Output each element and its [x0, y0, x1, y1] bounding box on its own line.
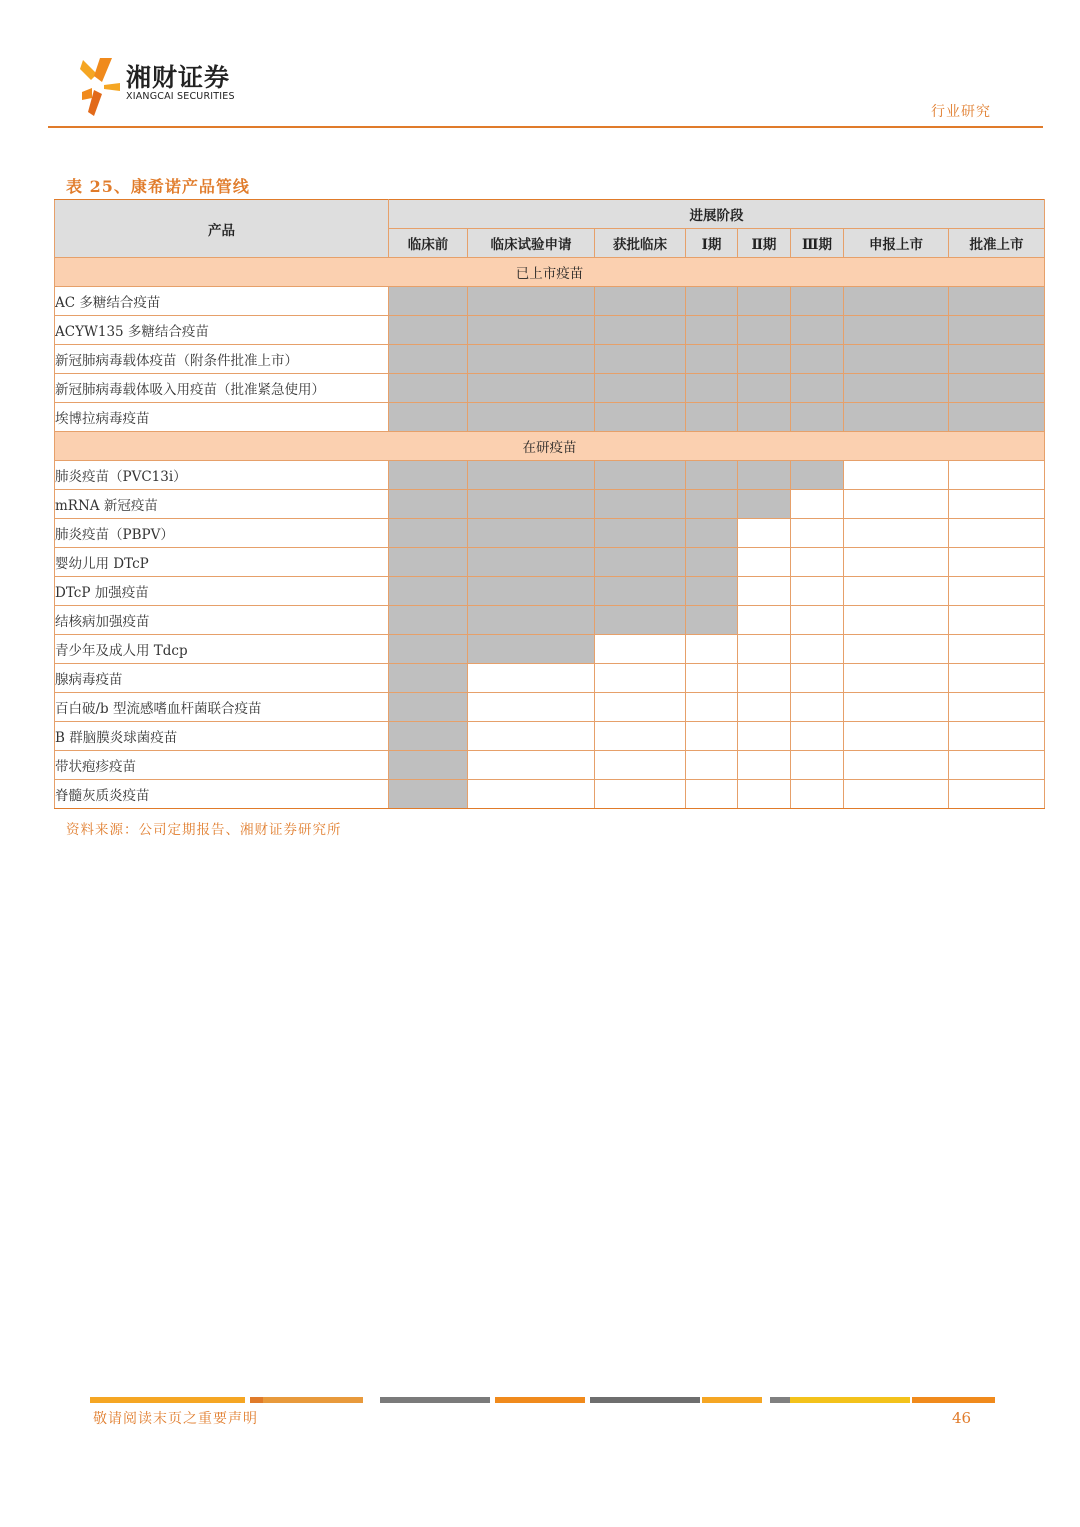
progress-cell-filled: [389, 577, 468, 606]
table-row: [55, 287, 1045, 316]
progress-cell-filled: [791, 287, 844, 316]
progress-cell-empty: [791, 635, 844, 664]
progress-cell-filled: [389, 722, 468, 751]
progress-cell-filled: [686, 345, 738, 374]
progress-cell-filled: [686, 316, 738, 345]
report-category: 行业研究: [931, 104, 991, 120]
product-name: 百白破/b 型流感嗜血杆菌联合疫苗: [55, 693, 389, 722]
progress-cell-filled: [595, 374, 686, 403]
product-name: B 群脑膜炎球菌疫苗: [55, 722, 389, 751]
footer-disclaimer: 敬请阅读末页之重要声明: [93, 1411, 258, 1427]
page-number: 46: [952, 1409, 972, 1427]
progress-cell-filled: [738, 374, 791, 403]
product-name: ACYW135 多糖结合疫苗: [55, 316, 389, 345]
product-name: 婴幼儿用 DTcP: [55, 548, 389, 577]
table-row: [55, 577, 1045, 606]
brand-name-cn: 湘财证券: [126, 63, 231, 92]
progress-cell-filled: [686, 374, 738, 403]
progress-cell-empty: [738, 577, 791, 606]
progress-cell-filled: [791, 461, 844, 490]
product-name: 结核病加强疫苗: [55, 606, 389, 635]
section-label: 在研疫苗: [55, 432, 1045, 461]
progress-cell-empty: [844, 635, 949, 664]
progress-cell-empty: [791, 519, 844, 548]
pipeline-table: [54, 199, 1045, 809]
progress-cell-empty: [949, 693, 1045, 722]
progress-cell-filled: [686, 461, 738, 490]
product-name: 腺病毒疫苗: [55, 664, 389, 693]
progress-cell-filled: [791, 345, 844, 374]
table-row: [55, 722, 1045, 751]
progress-cell-filled: [844, 316, 949, 345]
progress-cell-empty: [791, 490, 844, 519]
product-name: 新冠肺病毒载体吸入用疫苗（批准紧急使用）: [55, 374, 389, 403]
progress-cell-empty: [949, 490, 1045, 519]
progress-cell-empty: [791, 780, 844, 809]
progress-cell-filled: [949, 403, 1045, 432]
section-row: [55, 258, 1045, 287]
product-name: 青少年及成人用 Tdcp: [55, 635, 389, 664]
stage-header: Ⅲ期: [791, 229, 844, 258]
progress-cell-filled: [468, 577, 595, 606]
progress-cell-filled: [468, 490, 595, 519]
stage-header: Ⅰ期: [686, 229, 738, 258]
progress-cell-filled: [468, 548, 595, 577]
progress-cell-empty: [595, 664, 686, 693]
progress-cell-empty: [844, 722, 949, 751]
table-row: [55, 635, 1045, 664]
table-row: [55, 403, 1045, 432]
product-name: 肺炎疫苗（PBPV）: [55, 519, 389, 548]
progress-cell-empty: [738, 606, 791, 635]
progress-cell-empty: [738, 635, 791, 664]
progress-cell-filled: [389, 664, 468, 693]
progress-cell-filled: [389, 461, 468, 490]
progress-cell-filled: [468, 374, 595, 403]
progress-cell-empty: [844, 606, 949, 635]
progress-cell-empty: [844, 490, 949, 519]
progress-cell-filled: [738, 461, 791, 490]
progress-cell-empty: [738, 751, 791, 780]
progress-cell-filled: [844, 374, 949, 403]
header-divider: [48, 126, 1043, 128]
progress-cell-filled: [844, 287, 949, 316]
progress-cell-filled: [738, 490, 791, 519]
progress-cell-filled: [949, 374, 1045, 403]
stage-header: 获批临床: [595, 229, 686, 258]
progress-cell-filled: [389, 490, 468, 519]
progress-cell-empty: [686, 751, 738, 780]
progress-cell-filled: [595, 345, 686, 374]
product-name: mRNA 新冠疫苗: [55, 490, 389, 519]
progress-cell-filled: [686, 287, 738, 316]
progress-cell-empty: [738, 548, 791, 577]
table-row: [55, 490, 1045, 519]
progress-cell-empty: [791, 548, 844, 577]
progress-cell-empty: [844, 693, 949, 722]
table-row: [55, 345, 1045, 374]
progress-cell-filled: [738, 403, 791, 432]
table-row: [55, 606, 1045, 635]
table-row: [55, 374, 1045, 403]
progress-cell-empty: [791, 577, 844, 606]
progress-cell-filled: [468, 403, 595, 432]
product-name: 脊髓灰质炎疫苗: [55, 780, 389, 809]
progress-cell-filled: [844, 403, 949, 432]
progress-cell-filled: [389, 316, 468, 345]
progress-cell-empty: [595, 722, 686, 751]
progress-cell-empty: [844, 780, 949, 809]
progress-cell-filled: [844, 345, 949, 374]
brand-name-en: XIANGCAI SECURITIES: [126, 91, 235, 102]
progress-cell-empty: [949, 635, 1045, 664]
footer-stripe: [90, 1397, 995, 1403]
progress-cell-filled: [595, 490, 686, 519]
progress-cell-filled: [389, 635, 468, 664]
progress-cell-empty: [468, 722, 595, 751]
progress-cell-filled: [791, 316, 844, 345]
progress-cell-empty: [949, 780, 1045, 809]
progress-cell-empty: [949, 751, 1045, 780]
progress-cell-empty: [791, 606, 844, 635]
progress-cell-empty: [844, 519, 949, 548]
stage-header: 批准上市: [949, 229, 1045, 258]
progress-cell-empty: [686, 635, 738, 664]
table-row: [55, 664, 1045, 693]
section-label: 已上市疫苗: [55, 258, 1045, 287]
progress-cell-empty: [738, 664, 791, 693]
progress-cell-filled: [738, 287, 791, 316]
brand-logo: [80, 56, 250, 118]
progress-cell-filled: [595, 461, 686, 490]
progress-cell-filled: [949, 316, 1045, 345]
progress-cell-filled: [686, 548, 738, 577]
table-row: [55, 316, 1045, 345]
progress-cell-empty: [738, 722, 791, 751]
progress-cell-empty: [468, 780, 595, 809]
section-row: [55, 432, 1045, 461]
progress-cell-empty: [844, 548, 949, 577]
progress-cell-filled: [389, 403, 468, 432]
progress-cell-filled: [468, 606, 595, 635]
header-product: 产品: [55, 200, 389, 258]
progress-cell-filled: [595, 287, 686, 316]
product-name: 肺炎疫苗（PVC13i）: [55, 461, 389, 490]
progress-cell-filled: [468, 519, 595, 548]
progress-cell-filled: [389, 780, 468, 809]
table-title: 表 25、康希诺产品管线: [66, 177, 250, 196]
progress-cell-filled: [389, 519, 468, 548]
progress-cell-filled: [389, 606, 468, 635]
progress-cell-filled: [595, 548, 686, 577]
progress-cell-filled: [389, 345, 468, 374]
progress-cell-empty: [595, 751, 686, 780]
progress-cell-empty: [595, 780, 686, 809]
progress-cell-filled: [389, 751, 468, 780]
progress-cell-empty: [595, 693, 686, 722]
table-row: [55, 693, 1045, 722]
progress-cell-empty: [686, 693, 738, 722]
progress-cell-empty: [738, 780, 791, 809]
progress-cell-empty: [949, 519, 1045, 548]
table-row: [55, 519, 1045, 548]
product-name: 埃博拉病毒疫苗: [55, 403, 389, 432]
progress-cell-empty: [686, 664, 738, 693]
progress-cell-empty: [949, 606, 1045, 635]
progress-cell-empty: [949, 722, 1045, 751]
progress-cell-filled: [791, 403, 844, 432]
progress-cell-empty: [949, 664, 1045, 693]
progress-cell-filled: [686, 606, 738, 635]
progress-cell-filled: [595, 606, 686, 635]
progress-cell-filled: [389, 693, 468, 722]
progress-cell-empty: [686, 722, 738, 751]
progress-cell-empty: [686, 780, 738, 809]
progress-cell-empty: [844, 664, 949, 693]
stage-header: 临床前: [389, 229, 468, 258]
stage-header: 申报上市: [844, 229, 949, 258]
table-row: [55, 780, 1045, 809]
progress-cell-filled: [468, 635, 595, 664]
progress-cell-filled: [686, 577, 738, 606]
progress-cell-filled: [595, 403, 686, 432]
progress-cell-empty: [791, 751, 844, 780]
progress-cell-empty: [468, 664, 595, 693]
table-row: [55, 751, 1045, 780]
progress-cell-filled: [468, 287, 595, 316]
progress-cell-filled: [468, 461, 595, 490]
progress-cell-filled: [468, 345, 595, 374]
progress-cell-filled: [738, 316, 791, 345]
progress-cell-empty: [844, 751, 949, 780]
progress-cell-empty: [844, 577, 949, 606]
progress-cell-empty: [468, 751, 595, 780]
progress-cell-filled: [791, 374, 844, 403]
progress-cell-filled: [468, 316, 595, 345]
progress-cell-filled: [949, 287, 1045, 316]
product-name: 新冠肺病毒载体疫苗（附条件批准上市）: [55, 345, 389, 374]
progress-cell-empty: [949, 461, 1045, 490]
progress-cell-filled: [595, 577, 686, 606]
progress-cell-filled: [389, 287, 468, 316]
progress-cell-empty: [738, 519, 791, 548]
progress-cell-empty: [949, 577, 1045, 606]
stage-header: Ⅱ期: [738, 229, 791, 258]
progress-cell-filled: [389, 374, 468, 403]
table-row: [55, 461, 1045, 490]
product-name: 带状疱疹疫苗: [55, 751, 389, 780]
product-name: AC 多糖结合疫苗: [55, 287, 389, 316]
progress-cell-filled: [949, 345, 1045, 374]
progress-cell-empty: [468, 693, 595, 722]
header-progress: 进展阶段: [389, 200, 1045, 229]
progress-cell-filled: [738, 345, 791, 374]
progress-cell-filled: [686, 403, 738, 432]
progress-cell-empty: [595, 635, 686, 664]
table-source: 资料来源：公司定期报告、湘财证券研究所: [66, 822, 342, 838]
progress-cell-filled: [595, 316, 686, 345]
progress-cell-empty: [791, 664, 844, 693]
progress-cell-empty: [738, 693, 791, 722]
progress-cell-empty: [791, 722, 844, 751]
progress-cell-filled: [389, 548, 468, 577]
progress-cell-empty: [791, 693, 844, 722]
progress-cell-empty: [949, 548, 1045, 577]
logo-mark-icon: [80, 56, 124, 118]
progress-cell-filled: [595, 519, 686, 548]
progress-cell-empty: [844, 461, 949, 490]
pipeline-body: [55, 258, 1045, 809]
stage-header: 临床试验申请: [468, 229, 595, 258]
progress-cell-filled: [686, 490, 738, 519]
table-row: [55, 548, 1045, 577]
progress-cell-filled: [686, 519, 738, 548]
product-name: DTcP 加强疫苗: [55, 577, 389, 606]
